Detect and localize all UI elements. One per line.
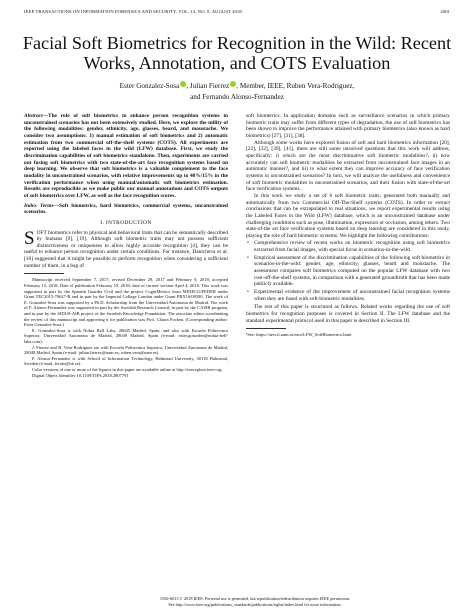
rights-line[interactable]: See http://www.ieee.org/publications_standards/publications/rights/index.html for more information.: [168, 601, 342, 607]
footnote: J. Fierrez and R. Vera-Rodriguez are with Escuela Politecnica Superior, Universidad Autonoma de Madrid, 28049 Madrid, Spain (e-mail: julian.fierrez@uam.es; ruben.vera@uam.es).: [24, 344, 228, 356]
author-name: , Member, IEEE, Ruben Vera-Rodriguez,: [236, 82, 355, 90]
footnote: Manuscript received September 7, 2017; revised December 29, 2017 and February 9, 2018; accepted February 15, 2018. Date of publication February 19, 2018; date of current version April 4, 2018. This work was supported in part by the Spanish Guardia Civil and the project CogniMetrics from MINECO/FEDER under Grant TEC2015-70627-R and in part by the Imperial College London under Grant PRX16/00580. The work of E. Gonzalez-Sosa was supported by a Ph.D. Scholarship from the Universidad Autonoma de Madrid. The work of F. Alonso-Fernandez was supported in part by the Swedish Research Council, in part by the CAISR program, and in part by the SIDUS-AIR project of the Swedish Knowledge Foundation. The associate editor coordinating the review of this manuscript and approving it for publication was Prof. Chiara Focken. (Corresponding author: Ester Gonzalez-Sosa.): [24, 277, 228, 328]
author-list-line2: [20, 93, 454, 101]
index-terms-lead: Index Terms: [24, 202, 54, 209]
doi-footnote: Digital Object Identifier 10.1109/TIFS.2018.2807791: [32, 372, 129, 378]
left-column: [24, 113, 228, 378]
intro-text: OFT biometrics refer to physical and behavioral traits that can be semantically described by humans [9], [19]. Although soft biometric traits may not possess sufficient distinctiveness or uniqueness to allow highly accurate recognition [4], they can be useful to enhance person recognition under certain conditions. For instance, Dantcheva et al. [10] suggested that it might be possible to perform recognition when considering a sufficient number of them, in a bag of: [24, 229, 228, 269]
intro-paragraph: [24, 227, 228, 270]
copyright-footer: [60, 596, 450, 607]
body-paragraph: soft biometrics. In application domains such as surveillance scenarios in which primary biometric traits may suffer from different types of degradation, the use of soft biometrics has been shown to improve the performance attained with primary biometrics (also known as hard biometrics) [27], [31], [38].: [246, 113, 450, 139]
list-item: • Experimental evidence of the improvement of unconstrained facial recognition systems when they are fused with soft-biometric modalities.: [246, 289, 450, 302]
body-paragraph: Although some works have explored fusion of soft and hard biometrics information [20], [22], [32], [39], [41], there are still some unsolved questions that this work will address, specifically: i) which are the most discriminative soft biometric modalities?, ii) how accurately can soft biometric modalities be extracted from unconstrained face images in an automatic manner?, and iii) to what extent they can improve accuracy of face verification systems in unconstrained scenarios? In turn, we will analyze the usefulness and convenience of soft biometric modalities in unconstrained scenarios, and their fusion with state-of-the-art face verification systems.: [246, 139, 450, 193]
footnote-divider: [24, 273, 64, 274]
running-header: [24, 9, 450, 14]
author-list: [20, 81, 454, 90]
author-name: , Julian Fierrez: [186, 82, 230, 90]
abstract-lead: Abstract: [24, 113, 43, 119]
author-name: Ester Gonzalez-Sosa: [119, 82, 180, 90]
index-terms-text: —Soft biometrics, hard biometrics, commercial systems, unconstrained scenarios.: [24, 202, 229, 216]
dropcap: S: [24, 227, 35, 249]
list-item: • Comprehensive review of recent works on biometric recognition using soft biometrics extracted from facial images, with special focus in scenarios-in-the-wild.: [246, 240, 450, 253]
contributions-list: [246, 240, 450, 302]
abstract: [24, 113, 228, 200]
journal-name: IEEE TRANSACTIONS ON INFORMATION FORENSICS AND SECURITY, VOL. 13, NO. 8, AUGUST 2018: [24, 9, 242, 14]
footnote: F. Alonso-Fernandez is with School of Information Technology, Halmstad University, 30118 Halmstad, Sweden (e-mail: feralo@hh.se).: [24, 355, 228, 367]
copyright-line: 1556-6013 © 2018 IEEE. Personal use is permitted, but republication/redistribution requires IEEE permission.: [159, 596, 351, 601]
list-item: • Empirical assessment of the discrimination capabilities of the following soft biometrics in scenarios-in-the-wild: gender, age, ethnicity, glasses, beard and moustache. The assessment compares soft biometrics computed on the popular LFW database with two cost-off-the-shelf systems, in comparison with a generated groundtruth that has been made publicly available.: [246, 255, 450, 288]
paper-title: Facial Soft Biometrics for Recognition in the Wild: Recent Works, Annotation, and COTS Evaluation: [22, 33, 452, 73]
section-heading: I. INTRODUCTION: [100, 219, 152, 226]
abstract-text: —The role of soft biometrics to enhance person recognition systems in unconstrained scenarios has not been extensively studied. Here, we explore the utility of the following modalities: gender, ethnicity, age, glasses, beard, and moustache. We consider two assumptions: 1) manual estimation of soft biometrics and 2) automatic estimation from two commercial off-the-shelf systems (COTS). All experiments are reported using the labeled faces in the wild (LFW) database. First, we study the discrimination capabilities of soft biometrics standalone. Then, experiments are carried out fusing soft biometrics with two state-of-the-art face recognition systems based on deep learning. We observe that soft biometrics is a valuable complement to the face modality in unconstrained scenarios, with relative improvements up to 40%/15% in the verification performance when using manual/automatic soft biometrics estimation. Results are reproducible as we make public our manual annotations and COTS outputs of soft biometrics over LFW, as well as the face recognition scores.: [24, 113, 228, 199]
footnote: Color versions of one or more of the figures in this paper are available online at http://ieeexplore.ieee.org.: [32, 366, 223, 372]
body-paragraph: In this work we study a set of 6 soft biometric traits, generated both manually and automatically from two Commercial Off-The-Shelf systems (COTS). In order to extract conclusions that can be extrapolated to real situations, we report experimental results using the Labeled Faces in the Wild (LFW) database, which is an unconstrained database under challenging conditions such as pose, illumination, expression or occlusion, among others. Two state-of-the art face verification systems based on deep learning are considered in this study, playing the role of hard biometric systems. We highlight the following contributions:: [246, 192, 450, 239]
page-number: 2001: [440, 9, 450, 14]
index-terms: [24, 203, 228, 216]
right-column: [246, 113, 450, 338]
footnote-link[interactable]: ¹See: https://atvs.ii.uam.es/atvs/LFW_SoftBiometrics.html: [246, 332, 352, 338]
footnote: E. Gonzalez-Sosa is with Nokia Bell Labs, 28045 Madrid, Spain, and also with Escuela Politecnica Superior, Universidad Autonoma de Madrid, 28049 Madrid, Spain (e-mail: ester.gonzalez@nokia-bell-labs.com).: [24, 327, 228, 344]
footnote-divider: [246, 328, 286, 329]
body-paragraph: The rest of this paper is structured as follows. Related works regarding the use of soft biometrics for recognition purposes is covered in Section II. The LFW database and the standard experimental protocol used in this paper is described in Section III.: [246, 304, 450, 324]
author-name: and Fernando Alonso-Fernandez: [190, 93, 284, 101]
